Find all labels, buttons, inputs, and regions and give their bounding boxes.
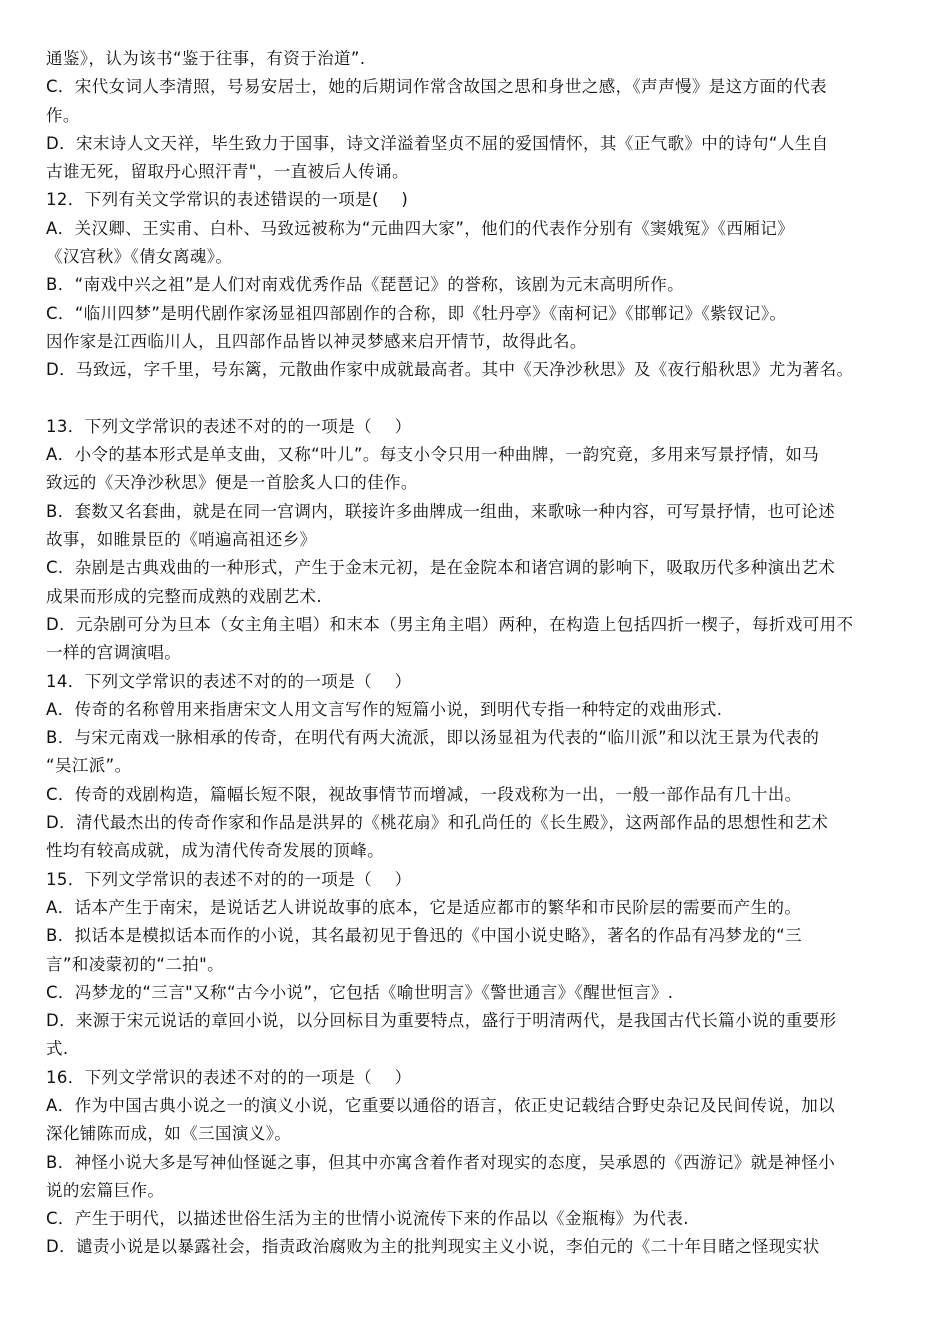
text-line: D．来源于宋元说话的章回小说，以分回标目为重要特点，盛行于明清两代，是我国古代长篇小说的重要形: [46, 1011, 837, 1031]
text-line: C．“临川四梦”是明代剧作家汤显祖四部剧作的合称，即《牡丹亭》《南柯记》《邯郸记》《紫钗记》。: [46, 303, 787, 323]
document-page: [46, 45, 914, 1262]
question-16-stem: 16．下列文学常识的表述不对的的一项是（ ）: [46, 1067, 412, 1087]
text-line: C．杂剧是古典戏曲的一种形式，产生于金末元初，是在金院本和诸宫调的影响下，吸取历代多种演出艺术: [46, 558, 836, 578]
text-line: A．小令的基本形式是单支曲，又称“叶儿”。每支小令只用一种曲牌，一韵究竟，多用来写景抒情，如马: [46, 445, 820, 465]
text-line: 说的宏篇巨作。: [46, 1180, 165, 1200]
text-line: D．清代最杰出的传奇作家和作品是洪昇的《桃花扇》和孔尚任的《长生殿》，这两部作品的思想性和艺术: [46, 813, 829, 833]
text-line: C．宋代女词人李清照，号易安居士，她的后期词作常含故国之思和身世之感，《声声慢》是这方面的代表: [46, 77, 828, 97]
text-line: 一样的宫调演唱。: [46, 643, 182, 663]
text-line: B．神怪小说大多是写神仙怪诞之事，但其中亦寓含着作者对现实的态度，吴承恩的《西游记》就是神怪小: [46, 1152, 836, 1172]
text-line: 故事，如睢景臣的《哨遍高祖还乡》: [46, 530, 317, 550]
text-line: A．作为中国古典小说之一的演义小说，它重要以通俗的语言，依正史记载结合野史杂记及民间传说，加以: [46, 1095, 836, 1115]
text-line: B．与宋元南戏一脉相承的传奇，在明代有两大流派，即以汤显祖为代表的“临川派”和以沈王景为代表的: [46, 728, 820, 748]
text-line: D．马致远，字千里，号东篱，元散曲作家中成就最高者。其中《天净沙秋思》及《夜行船秋思》尤为著名。: [46, 360, 854, 380]
text-line: 《汉宫秋》《倩女离魂》。: [46, 247, 233, 267]
text-line: 言”和凌蒙初的“二拍"。: [46, 954, 224, 974]
text-line: B．拟话本是模拟话本而作的小说，其名最初见于鲁迅的《中国小说史略》，著名的作品有冯梦龙的“三: [46, 926, 803, 946]
question-13-stem: 13．下列文学常识的表述不对的的一项是（ ）: [46, 416, 412, 436]
text-line: 成果而形成的完整而成熟的戏剧艺术.: [46, 586, 323, 606]
text-line: “吴江派”。: [46, 756, 132, 776]
text-line: C．冯梦龙的“三言"又称“古今小说”，它包括《喻世明言》《警世通言》《醒世恒言》.: [46, 982, 674, 1002]
text-line: B．“南戏中兴之祖”是人们对南戏优秀作品《琵琶记》的誉称，该剧为元末高明所作。: [46, 275, 685, 295]
text-line: D．宋末诗人文天祥，毕生致力于国事，诗文洋溢着坚贞不屈的爱国情怀，其《正气歌》中的诗句“人生自: [46, 133, 829, 153]
blank-line: [46, 385, 914, 413]
text-line: 作。: [46, 105, 80, 125]
text-line: 式.: [46, 1039, 69, 1059]
text-line: 致远的《天净沙秋思》便是一首脍炙人口的佳作。: [46, 473, 418, 493]
text-line: C．产生于明代，以描述世俗生活为主的世情小说流传下来的作品以《金瓶梅》为代表.: [46, 1209, 689, 1229]
text-line: 性均有较高成就，成为清代传奇发展的顶峰。: [46, 841, 384, 861]
text-line: 古谁无死，留取丹心照汗青"，一直被后人传诵。: [46, 162, 409, 182]
question-14-stem: 14．下列文学常识的表述不对的的一项是（ ）: [46, 671, 412, 691]
text-line: B．套数又名套曲，就是在同一宫调内，联接许多曲牌成一组曲，来歌咏一种内容，可写景抒情，也可论述: [46, 501, 836, 521]
question-12-stem: 12．下列有关文学常识的表述错误的一项是( ): [46, 190, 409, 210]
text-line: 通鉴》，认为该书“鉴于往事，有资于治道”.: [46, 49, 366, 68]
text-line: D．谴责小说是以暴露社会，指责政治腐败为主的批判现实主义小说，李伯元的《二十年目睹之怪现实状: [46, 1237, 820, 1257]
question-15-stem: 15．下列文学常识的表述不对的的一项是（ ）: [46, 869, 412, 889]
text-line: A．话本产生于南宋，是说话艺人讲说故事的底本，它是适应都市的繁华和市民阶层的需要而产生的。: [46, 897, 802, 917]
text-line: A．关汉卿、王实甫、白朴、马致远被称为“元曲四大家”，他们的代表作分别有《窦娥冤》《西厢记》: [46, 218, 795, 238]
text-line: A．传奇的名称曾用来指唐宋文人用文言写作的短篇小说，到明代专指一种特定的戏曲形式.: [46, 699, 723, 719]
text-line: 因作家是江西临川人，且四部作品皆以神灵梦感来启开情节，故得此名。: [46, 331, 587, 351]
text-line: C．传奇的戏剧构造，篇幅长短不限，视故事情节而增减，一段戏称为一出，一般一部作品有几十出。: [46, 784, 802, 804]
text-line: D．元杂剧可分为旦本（女主角主唱）和末本（男主角主唱）两种，在构造上包括四折一楔子，每折戏可用不: [46, 614, 854, 634]
text-line: 深化铺陈而成，如《三国演义》。: [46, 1124, 292, 1144]
